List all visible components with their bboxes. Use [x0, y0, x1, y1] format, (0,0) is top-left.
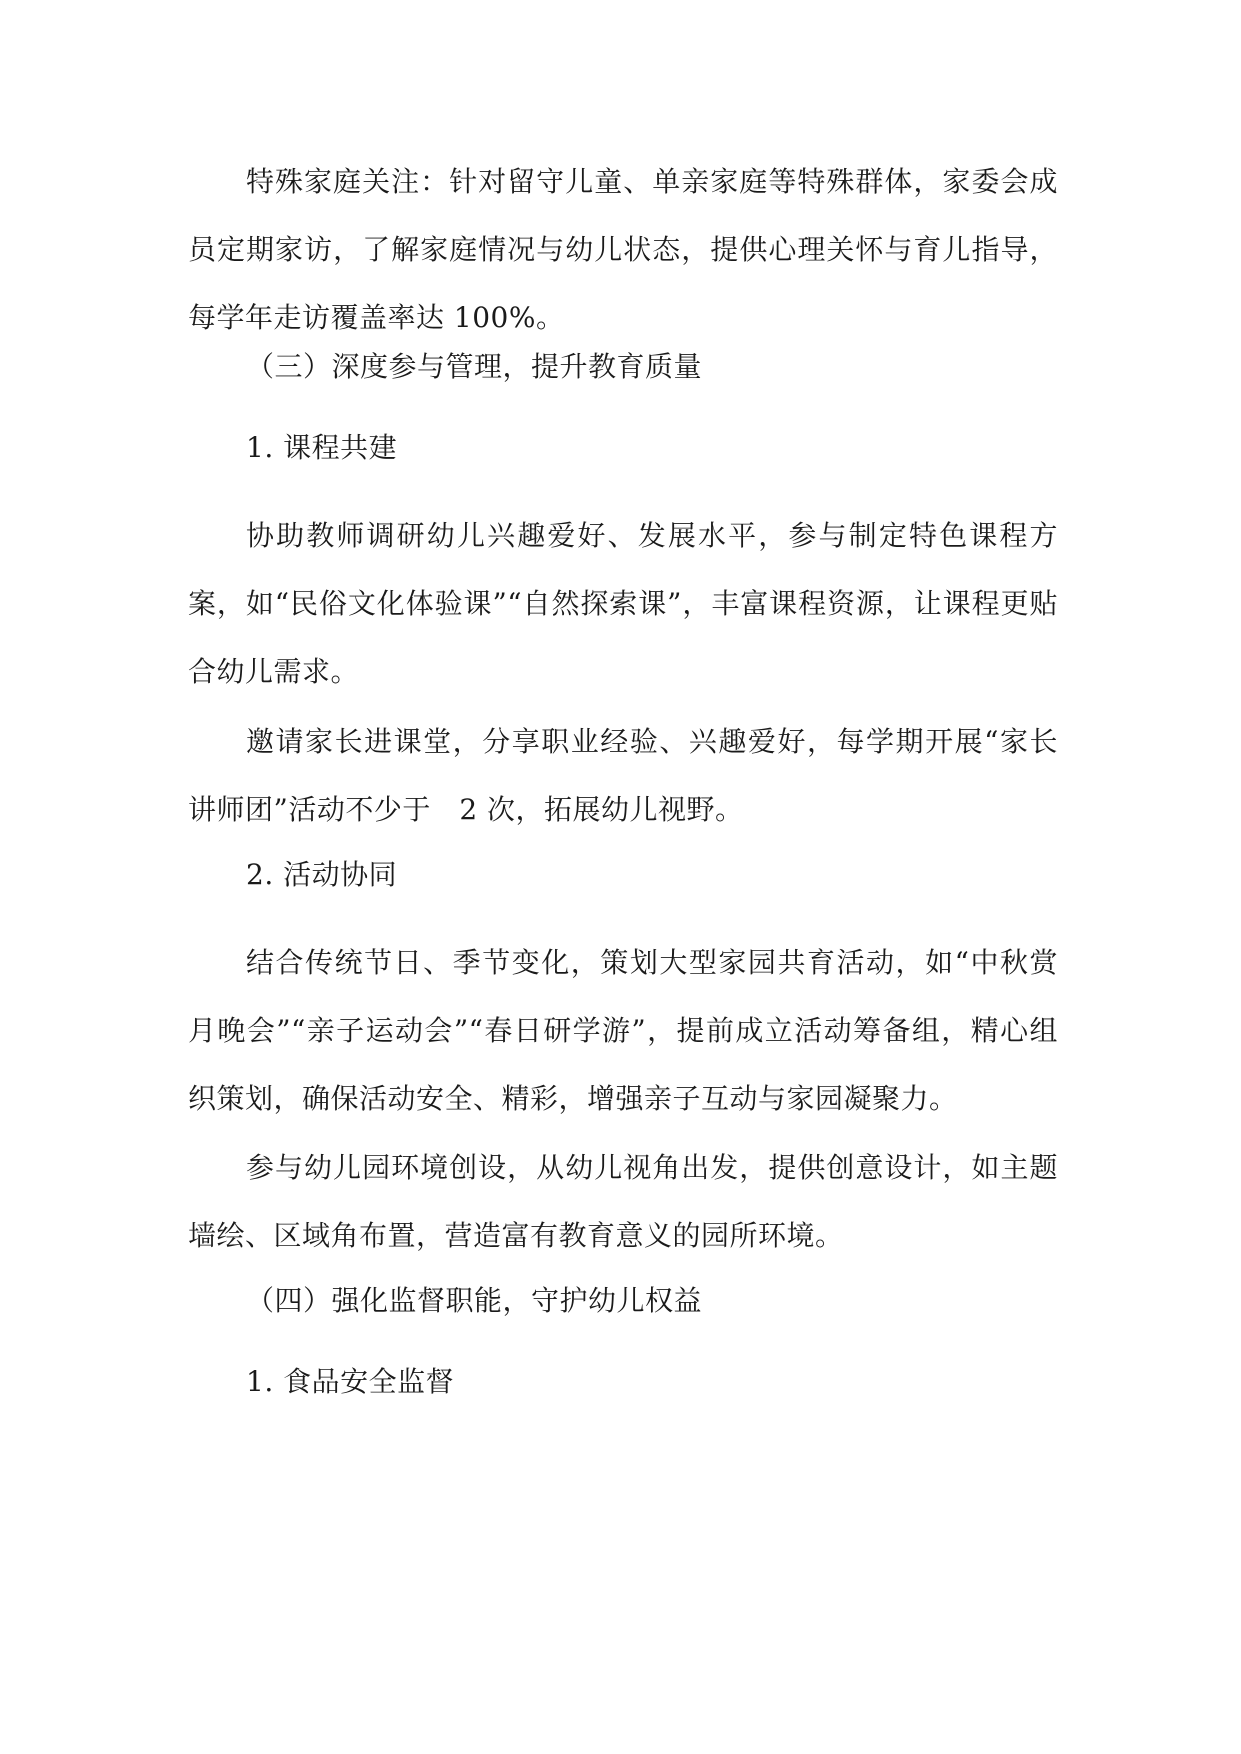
paragraph-environment-design: 参与幼儿园环境创设，从幼儿视角出发，提供创意设计，如主题墙绘、区域角布置，营造富有教育意义的园所环境。	[188, 1151, 1058, 1252]
section-heading-three: （三）深度参与管理，提升教育质量	[246, 350, 703, 383]
subheading-activities: 2. 活动协同	[246, 858, 398, 891]
paragraph-curriculum-research: 协助教师调研幼儿兴趣爱好、发展水平，参与制定特色课程方案，如“民俗文化体验课”“自然探索课”，丰富课程资源，让课程更贴合幼儿需求。	[188, 519, 1058, 688]
subheading-food-safety: 1. 食品安全监督	[246, 1365, 455, 1398]
subheading-curriculum: 1. 课程共建	[246, 431, 398, 464]
paragraph-festival-activities: 结合传统节日、季节变化，策划大型家园共育活动，如“中秋赏月晚会”“亲子运动会”“春日研学游”，提前成立活动筹备组，精心组织策划，确保活动安全、精彩，增强亲子互动与家园凝聚力。	[188, 946, 1058, 1115]
section-heading-four: （四）强化监督职能，守护幼儿权益	[246, 1284, 703, 1317]
paragraph-special-family-care: 特殊家庭关注：针对留守儿童、单亲家庭等特殊群体，家委会成员定期家访，了解家庭情况与幼儿状态，提供心理关怀与育儿指导，每学年走访覆盖率达 100%。	[188, 165, 1058, 334]
paragraph-parent-lecturers: 邀请家长进课堂，分享职业经验、兴趣爱好，每学期开展“家长讲师团”活动不少于 2 次，拓展幼儿视野。	[188, 725, 1058, 826]
